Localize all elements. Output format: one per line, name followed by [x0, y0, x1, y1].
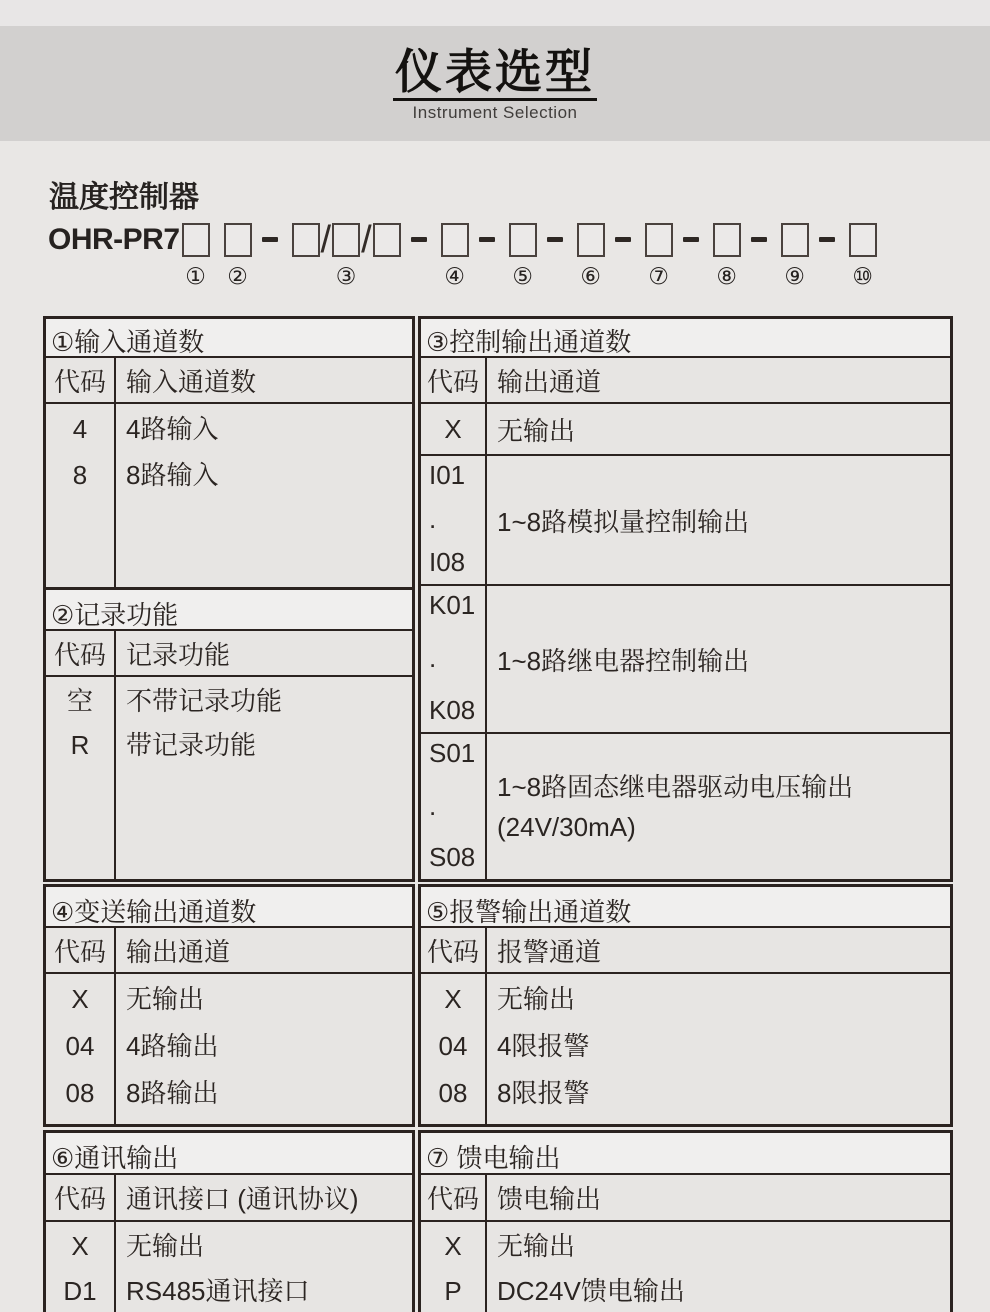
col-header-code: 代码 [421, 358, 487, 402]
table-title-transmit-output: ④变送输出通道数 [46, 887, 412, 928]
position-number: ④ [444, 263, 465, 289]
code-box [224, 223, 252, 257]
table-body [46, 1222, 412, 1312]
table-title-alarm-output: ⑤报警输出通道数 [421, 887, 950, 928]
col-header-code: 代码 [46, 631, 116, 675]
position-number: ⑦ [648, 263, 669, 289]
code-value: 08 [438, 1078, 468, 1108]
table-title-control-output: ③控制输出通道数 [421, 319, 950, 358]
desc-value: 无输出 [497, 984, 576, 1014]
code-value: X [71, 1231, 89, 1261]
code-value: I08 [429, 547, 466, 577]
code-value: X [444, 413, 462, 444]
position-number: ⑧ [716, 263, 737, 289]
position-number: ① [185, 263, 206, 289]
dash-separator [819, 237, 835, 242]
code-box [645, 223, 673, 257]
table-title-record-function: ②记录功能 [46, 587, 412, 631]
code-value: K08 [429, 695, 476, 725]
position-number: ③ [335, 263, 357, 289]
col-header-code: 代码 [46, 358, 116, 402]
code-value: 08 [65, 1078, 95, 1108]
desc-value: 8路输入 [126, 460, 219, 490]
dash-separator [751, 237, 767, 242]
ellipsis-dot: . [429, 790, 437, 821]
table-communication-output [43, 1130, 415, 1312]
code-value: X [444, 1231, 462, 1261]
desc-value: (24V/30mA) [497, 811, 636, 842]
code-box [713, 223, 741, 257]
col-header-code: 代码 [421, 928, 487, 972]
code-position-7 [645, 222, 673, 288]
code-value: X [71, 984, 89, 1014]
desc-value: 1~8路固态继电器驱动电压输出 [497, 771, 854, 802]
col-header-desc: 记录功能 [126, 639, 231, 670]
column-header-row [46, 358, 412, 404]
code-position-5 [509, 222, 537, 288]
code-position-6 [577, 222, 605, 288]
table-title-communication-output: ⑥通讯输出 [46, 1133, 412, 1175]
column-header-row [421, 358, 950, 404]
table-title-feed-power-output: ⑦ 馈电输出 [421, 1133, 950, 1175]
column-header-row [421, 1175, 950, 1222]
code-value: K01 [429, 590, 476, 620]
position-number: ⑥ [580, 263, 601, 289]
column-header-row [46, 1175, 412, 1222]
col-header-desc: 馈电输出 [497, 1184, 602, 1214]
desc-value: 无输出 [126, 1231, 205, 1261]
column-header-row [46, 928, 412, 974]
code-value: 8 [72, 460, 88, 490]
row-analog-output [421, 456, 950, 586]
code-value: S01 [429, 738, 476, 768]
ellipsis-dot: . [429, 504, 437, 534]
desc-value: RS485通讯接口 [126, 1276, 310, 1306]
title-banner [0, 26, 990, 141]
code-box [441, 223, 469, 257]
code-box [373, 223, 401, 257]
desc-value: 4路输出 [126, 1031, 219, 1061]
row-no-output [421, 404, 950, 456]
code-box [182, 223, 210, 257]
row-relay-output [421, 586, 950, 734]
table-title-input-channels: ①输入通道数 [46, 319, 412, 358]
code-value: R [70, 730, 90, 760]
code-position-10 [849, 222, 877, 288]
desc-value: 1~8路继电器控制输出 [497, 645, 750, 676]
table-input-and-record [43, 316, 415, 882]
table-body [421, 1222, 950, 1312]
table-control-output [418, 316, 953, 882]
code-position-8 [713, 222, 741, 288]
code-value: 04 [65, 1031, 95, 1061]
code-value: 空 [66, 686, 93, 716]
code-box [577, 223, 605, 257]
code-value: S08 [429, 842, 476, 872]
position-number: ② [227, 263, 248, 289]
column-header-row [46, 631, 412, 677]
position-number: ⑩ [852, 263, 873, 289]
code-value: I01 [429, 460, 466, 490]
table-body [46, 974, 412, 1124]
col-header-desc: 输出通道 [126, 936, 231, 967]
col-header-desc: 通讯接口 (通讯协议) [126, 1184, 359, 1214]
code-position-2 [224, 222, 252, 288]
model-prefix: OHR-PR7 [48, 223, 180, 256]
code-value: 4 [72, 414, 88, 444]
desc-value: 无输出 [497, 1231, 576, 1261]
col-header-desc: 输出通道 [497, 366, 602, 397]
desc-value: 无输出 [126, 984, 205, 1014]
row-ssr-output [421, 734, 950, 879]
col-header-desc: 输入通道数 [126, 366, 257, 397]
slash-separator: / [320, 219, 332, 261]
code-value: 04 [438, 1031, 468, 1061]
desc-value: 无输出 [497, 415, 576, 446]
slash-separator: / [361, 219, 372, 261]
code-box [781, 223, 809, 257]
desc-value: 1~8路模拟量控制输出 [497, 506, 750, 537]
col-header-code: 代码 [421, 1175, 487, 1220]
column-header-row [421, 928, 950, 974]
top-strip [0, 0, 990, 26]
col-header-code: 代码 [46, 928, 116, 972]
table-body [421, 974, 950, 1124]
desc-value: DC24V馈电输出 [497, 1276, 685, 1306]
col-header-code: 代码 [46, 1175, 116, 1220]
desc-value: 8路输出 [126, 1078, 219, 1108]
code-position-9 [781, 222, 809, 288]
product-label: 温度控制器 [49, 181, 199, 214]
ellipsis-dot: . [429, 643, 437, 673]
desc-value: 带记录功能 [126, 730, 257, 760]
desc-value: 8限报警 [497, 1078, 590, 1108]
dash-separator [683, 237, 699, 242]
page-subtitle: Instrument Selection [412, 103, 578, 122]
model-code-line [48, 219, 877, 289]
desc-value: 4限报警 [497, 1031, 590, 1061]
table-body [46, 677, 412, 879]
table-feed-power-output [418, 1130, 953, 1312]
code-box [849, 223, 877, 257]
desc-value: 不带记录功能 [126, 686, 283, 716]
col-header-desc: 报警通道 [497, 936, 602, 967]
dash-separator [479, 237, 495, 242]
page-title: 仪表选型 [393, 47, 597, 101]
code-position-4 [441, 222, 469, 288]
dash-separator [615, 237, 631, 242]
code-box [292, 223, 320, 257]
code-position-1 [182, 222, 210, 288]
table-transmit-output [43, 884, 415, 1127]
position-number: ⑤ [512, 263, 533, 289]
dash-separator [262, 237, 278, 242]
code-box [509, 223, 537, 257]
dash-separator [547, 237, 563, 242]
code-value: X [444, 984, 462, 1014]
code-position-3 [292, 219, 401, 289]
table-body [46, 404, 412, 587]
desc-value: 4路输入 [126, 414, 219, 444]
code-value: D1 [63, 1276, 97, 1306]
table-alarm-output [418, 884, 953, 1127]
dash-separator [411, 237, 427, 242]
position-number: ⑨ [784, 263, 805, 289]
code-box [332, 223, 360, 257]
code-value: P [444, 1276, 462, 1306]
